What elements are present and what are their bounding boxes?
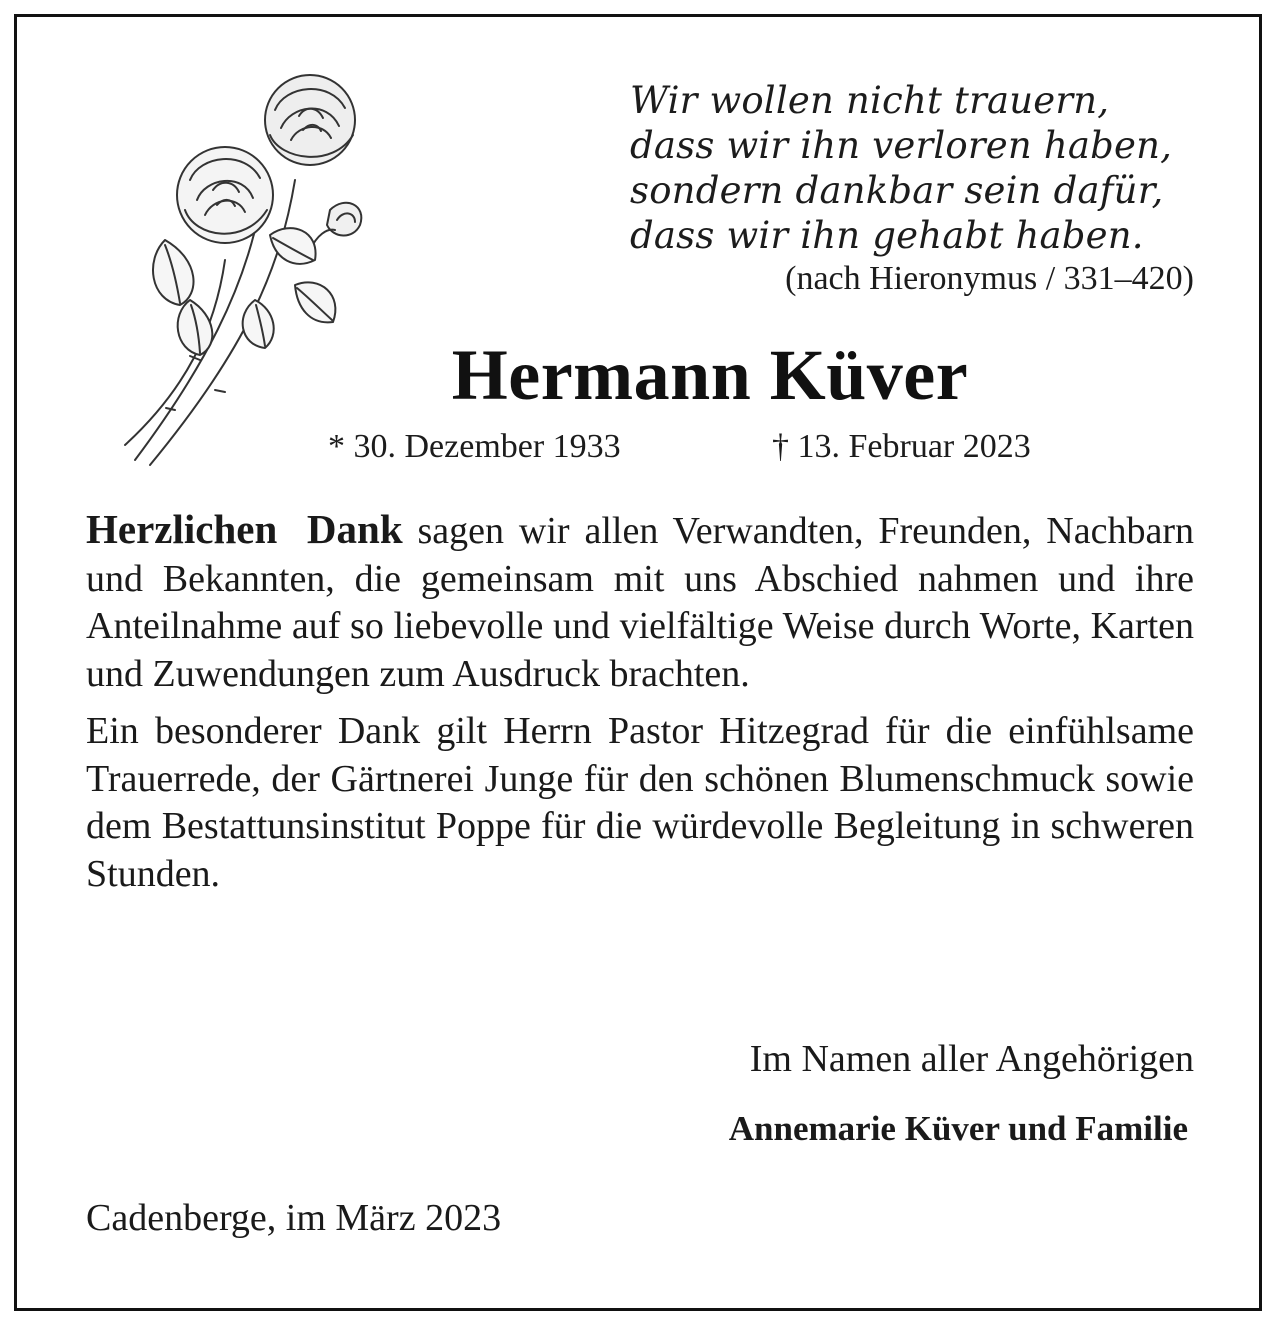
quote-block (560, 78, 1200, 258)
place-date: Cadenberge, im März 2023 (86, 1197, 502, 1239)
message-paragraph-1: sagen wir allen Verwandten, Freunden, Nachbarn und Bekannten, die gemeinsam mit uns Abschied nahmen und ihre Anteilnahme auf so liebevolle und vielfältige Weise durch Worte, Karten und Zuwendungen zum Ausdruck brachten. (86, 510, 1194, 695)
quote-line: dass wir ihn verloren haben, (630, 124, 1173, 167)
life-dates (320, 428, 1100, 472)
quote-source: (nach Hieronymus / 331–420) (785, 260, 1194, 297)
message-paragraph (86, 506, 1194, 698)
thank-you-message (86, 506, 1194, 908)
quote-line: sondern dankbar sein dafür, (630, 169, 1164, 212)
quote-line: Wir wollen nicht trauern, (630, 79, 1110, 122)
family-signature: Annemarie Küver und Familie (728, 1109, 1188, 1148)
death-date: † 13. Februar 2023 (772, 428, 1031, 465)
signoff-line: Im Namen aller Angehörigen (749, 1038, 1194, 1080)
birth-date: * 30. Dezember 1933 (328, 428, 621, 465)
deceased-name: Hermann Küver (451, 335, 969, 415)
message-lead: Herzlichen Dank (86, 506, 403, 552)
message-paragraph-2: Ein besonderer Dank gilt Herrn Pastor Hitzegrad für die einfühlsame Trauerrede, der Gärtnerei Junge für den schönen Blumenschmuck sowie dem Bestattunsinstitut Poppe für die würdevolle Begleitung in schweren Stunden. (86, 710, 1194, 895)
quote-line: dass wir ihn gehabt haben. (630, 214, 1144, 257)
